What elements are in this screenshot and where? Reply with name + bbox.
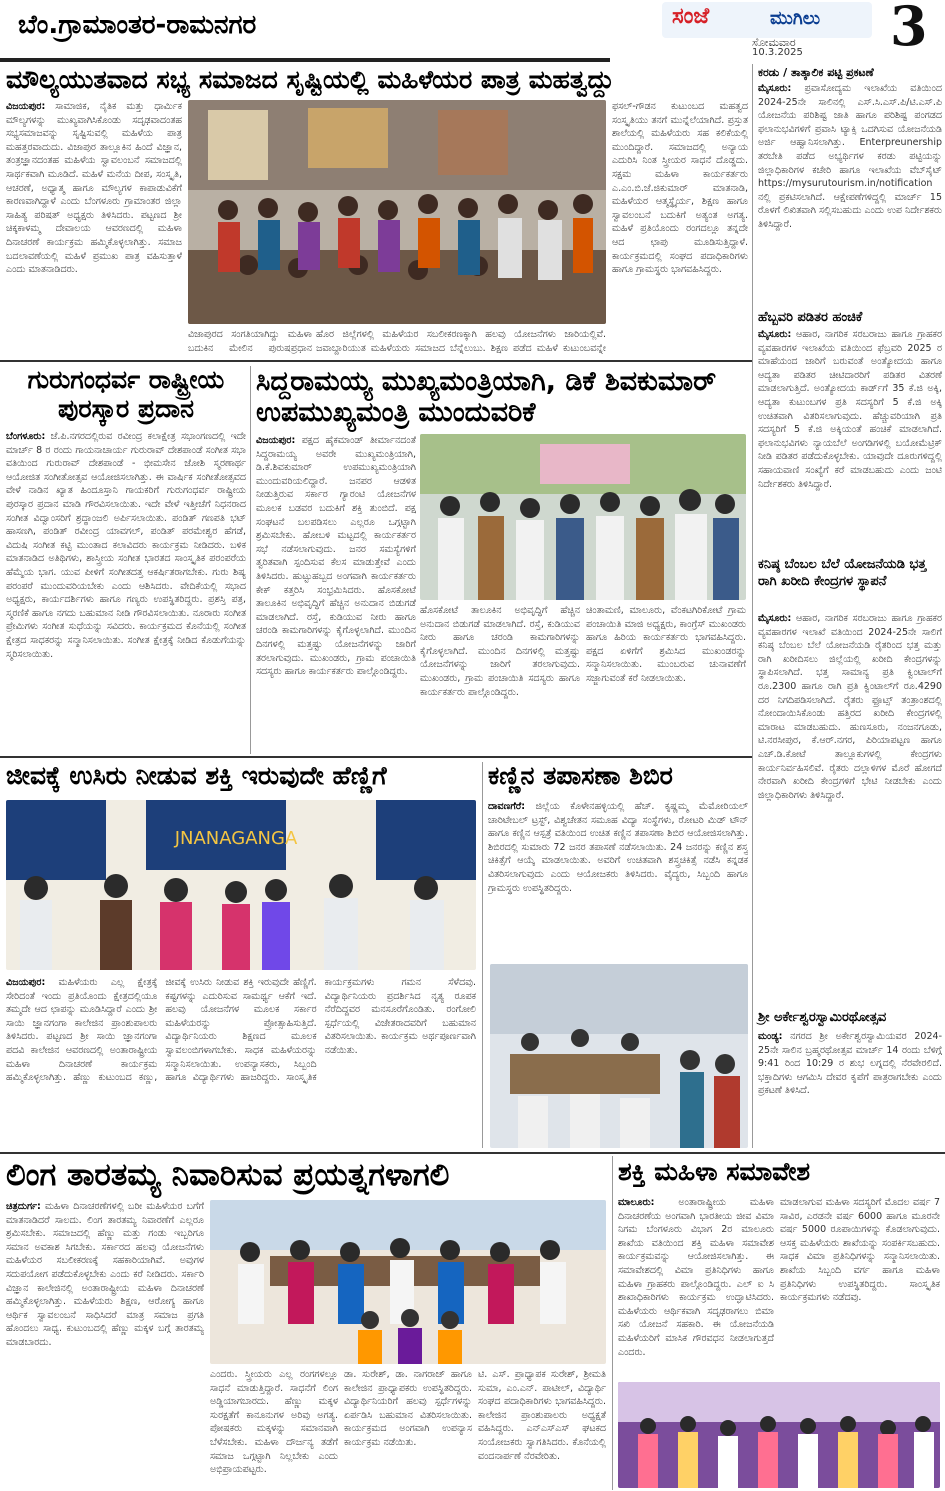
notice2-dateline: ಮೈಸೂರು: bbox=[758, 329, 792, 340]
notice3-body bbox=[758, 612, 942, 1006]
divider bbox=[482, 762, 483, 1148]
notice1-body bbox=[758, 82, 942, 306]
story1-col3: ಹೊರ ಜಿಲ್ಲೆಗಳಲ್ಲಿ ಮಹಿಳೆಯರ ಸಬಲೀಕರಣಕ್ಕಾಗಿ ಹಲವು ಯೋಜನೆಗಳು ಜಾರಿಯಲ್ಲಿವೆ. ಜವಾಬ್ದಾರಿಯುತ ಮಹಿಳೆಯರು ಸಮಾಜದ ಬೆನ್ನೆಲುಬು. ಶಿಕ್ಷಣ ಪಡೆದ ಮಹಿಳೆ ಕುಟುಂಬವನ್ನೇ bbox=[316, 329, 606, 354]
story3-col2: ಹೊಸಕೋಟೆ ತಾಲೂಕಿನ ಅಭಿವೃದ್ಧಿಗೆ ಹೆಚ್ಚಿನ ಅನುದಾನ ಬಿಡುಗಡೆ ಮಾಡಲಾಗಿದೆ. ರಸ್ತೆ, ಕುಡಿಯುವ ನೀರು ಹಾಗೂ ಚರಂಡಿ ಕಾಮಗಾರಿಗಳನ್ನು ಕೈಗೊಳ್ಳಲಾಗಿದೆ. ಮುಂದಿನ ದಿನಗಳಲ್ಲಿ ಮತ್ತಷ್ಟು ಯೋಜನೆಗಳನ್ನು ಜಾರಿಗೆ ತರಲಾಗುವುದು. ಮುಖಂಡರು, ಗ್ರಾಮ ಪಂಚಾಯಿತಿ ಸದಸ್ಯರು ಹಾಗೂ ಕಾರ್ಯಕರ್ತರು ಪಾಲ್ಗೊಂಡಿದ್ದರು. bbox=[420, 605, 580, 698]
weekday: ಸೋಮವಾರ bbox=[752, 36, 796, 49]
story7-text1: ಅಂತಾರಾಷ್ಟ್ರೀಯ ಮಹಿಳಾ ದಿನಾಚರಣೆಯ ಅಂಗವಾಗಿ ಭಾರತೀಯ ಜೀವ ವಿಮಾ ನಿಗಮ ಬೆಂಗಳೂರು ವಿಭಾಗ 2ರ ಮಾಲೂರು ಶಾಖೆಯ ವತಿಯಿಂದ ಶಕ್ತಿ ಮಹಿಳಾ ಸಮಾವೇಶ ಕಾರ್ಯಕ್ರಮವನ್ನು ಆಯೋಜಿಸಲಾಗಿತ್ತು. ಈ ಸಮಾವೇಶದಲ್ಲಿ ವಿಮಾ ಪ್ರತಿನಿಧಿಗಳು ಹಾಗೂ ಮಹಿಳಾ ಗ್ರಾಹಕರು ಪಾಲ್ಗೊಂಡಿದ್ದರು. ಎಲ್ ಐ ಸಿ ಶಾಖಾಧಿಕಾರಿಗಳು ಕಾರ್ಯಕ್ರಮ ಉದ್ಘಾಟಿಸಿದರು. ಮಹಿಳೆಯರು ಆರ್ಥಿಕವಾಗಿ ಸದೃಢರಾಗಲು ಬಿಮಾ ಸಖಿ ಯೋಜನೆ ಸಹಕಾರಿ. ಈ ಯೋಜನೆಯಡಿ ಮಹಿಳೆಯರಿಗೆ ಮಾಸಿಕ ಗೌರವಧನ ನೀಡಲಾಗುತ್ತದೆ ಎಂದರು. bbox=[618, 1197, 774, 1358]
story6-col4: ಟಿ. ಎಸ್. ಪ್ರಾಧ್ಯಾಪಕ ಸುರೇಶ್, ಶ್ರೀಮತಿ ಸುಮಾ, ಎಂ.ಎನ್. ಪಾಟೀಲ್, ವಿದ್ಯಾರ್ಥಿ ಸಂಘದ ಪದಾಧಿಕಾರಿಗಳು ಭಾಗವಹಿಸಿದ್ದರು. ಕಾಲೇಜಿನ ಪ್ರಾಂಶುಪಾಲರು ಅಧ್ಯಕ್ಷತೆ ವಹಿಸಿದ್ದರು. ಎನ್‌ಎಸ್‌ಎಸ್ ಘಟಕದ ಸಂಯೋಜಕರು ಸ್ವಾಗತಿಸಿದರು. ಕೊನೆಯಲ್ಲಿ ವಂದನಾರ್ಪಣೆ ನೆರವೇರಿತು. bbox=[478, 1369, 606, 1462]
story1-headline: ಮೌಲ್ಯಯುತವಾದ ಸಭ್ಯ ಸಮಾಜದ ಸೃಷ್ಟಿಯಲ್ಲಿ ಮಹಿಳೆಯರ ಪಾತ್ರ ಮಹತ್ವದ್ದು bbox=[6, 65, 614, 94]
story5-text: ಜಿಲ್ಲೆಯ ಕೊಳೇನಹಳ್ಳಿಯಲ್ಲಿ ಹೆಚ್. ಕೃಷ್ಣಮ್ಮ ಮೆಮೋರಿಯಲ್ ಚಾರಿಟೇಬಲ್ ಟ್ರಸ್ಟ್, ವಿಶ್ವಚೇತನ ಸಮೂಹ ವಿದ್ಯಾ ಸಂಸ್ಥೆಗಳು, ರೋಟರಿ ಮಿಡ್ ಟೌನ್ ಹಾಗೂ ಕಣ್ಣಿನ ಆಸ್ಪತ್ರೆ ವತಿಯಿಂದ ಉಚಿತ ಕಣ್ಣಿನ ತಪಾಸಣಾ ಶಿಬಿರ ಆಯೋಜಿಸಲಾಗಿತ್ತು. ಶಿಬಿರದಲ್ಲಿ ಸುಮಾರು 72 ಜನರ ತಪಾಸಣೆ ನಡೆಸಲಾಯಿತು. 24 ಜನರನ್ನು ಕಣ್ಣಿನ ಶಸ್ತ್ರ ಚಿಕಿತ್ಸೆಗೆ ಆಯ್ಕೆ ಮಾಡಲಾಯಿತು. ಅವರಿಗೆ ಉಚಿತವಾಗಿ ಶಸ್ತ್ರಚಿಕಿತ್ಸೆ ನಡೆಸಿ ಕನ್ನಡಕ ವಿತರಿಸಲಾಗುವುದು ಎಂದು ಆಯೋಜಕರು ತಿಳಿಸಿದರು. ವೈದ್ಯರು, ಸಿಬ್ಬಂದಿ ಹಾಗೂ ಗ್ರಾಮಸ್ಥರು ಉಪಸ್ಥಿತರಿದ್ದರು. bbox=[488, 801, 748, 894]
story4-photo bbox=[6, 800, 476, 970]
story3-col3: ಚಿಂತಾಮಣಿ, ಮಾಲೂರು, ವೆಂಕಟಗಿರಿಕೋಟೆ ಗ್ರಾಮ ಪಂಚಾಯಿತಿ ಮಾಜಿ ಅಧ್ಯಕ್ಷರು, ಕಾಂಗ್ರೆಸ್ ಮುಖಂಡರು ಹಾಗೂ ಹಿರಿಯ ಕಾರ್ಯಕರ್ತರು ಭಾಗವಹಿಸಿದ್ದರು. ಪಕ್ಷದ ಏಳಿಗೆಗೆ ಶ್ರಮಿಸಿದ ಮುಖಂಡರನ್ನು ಸನ್ಮಾನಿಸಲಾಯಿತು. ಮುಂಬರುವ ಚುನಾವಣೆಗೆ ಸಜ್ಜಾಗುವಂತೆ ಕರೆ ನೀಡಲಾಯಿತು. bbox=[586, 605, 746, 684]
brand-part1: ಸಂಜೆ bbox=[672, 4, 710, 29]
notice3-text: ಆಹಾರ, ನಾಗರಿಕ ಸರಬರಾಜು ಹಾಗೂ ಗ್ರಾಹಕರ ವ್ಯವಹಾರಗಳ ಇಲಾಖೆ ವತಿಯಿಂದ 2024-25ನೇ ಸಾಲಿಗೆ ಕನಿಷ್ಠ ಬೆಂಬಲ ಬೆಲೆ ಯೋಜನೆಯಡಿ ರೈತರಿಂದ ಭತ್ತ ಮತ್ತು ರಾಗಿ ಖರೀದಿಸಲು ಜಿಲ್ಲೆಯಲ್ಲಿ ಖರೀದಿ ಕೇಂದ್ರಗಳನ್ನು ಸ್ಥಾಪಿಸಲಾಗಿದೆ. ಭತ್ತ ಸಾಮಾನ್ಯ ಪ್ರತಿ ಕ್ವಿಂಟಾಲ್‌ಗೆ ರೂ.2300 ಹಾಗೂ ರಾಗಿ ಪ್ರತಿ ಕ್ವಿಂಟಾಲ್‌ಗೆ ರೂ.4290 ದರ ನಿಗದಿಪಡಿಸಲಾಗಿದೆ. ರೈತರು ಫ್ರೂಟ್ಸ್ ತಂತ್ರಾಂಶದಲ್ಲಿ ನೋಂದಾಯಿಸಿಕೊಂಡು ಹತ್ತಿರದ ಖರೀದಿ ಕೇಂದ್ರಗಳಲ್ಲಿ ಮಾರಾಟ ಮಾಡಬಹುದು. ಹುಣಸೂರು, ನಂಜನಗೂಡು, ಟಿ.ನರಸೀಪುರ, ಕೆ.ಆರ್.ನಗರ, ಪಿರಿಯಾಪಟ್ಟಣ ಹಾಗೂ ಎಚ್.ಡಿ.ಕೋಟೆ ತಾಲ್ಲೂಕುಗಳಲ್ಲಿ ಕೇಂದ್ರಗಳು ಕಾರ್ಯನಿರ್ವಹಿಸಲಿವೆ. ರೈತರು ದಲ್ಲಾಳಿಗಳ ಮೊರೆ ಹೋಗದೆ ನೇರವಾಗಿ ಖರೀದಿ ಕೇಂದ್ರಗಳಿಗೆ ಭೇಟಿ ನೀಡಬೇಕು ಎಂದು ಜಿಲ್ಲಾಧಿಕಾರಿಗಳು ತಿಳಿಸಿದ್ದಾರೆ. bbox=[758, 613, 942, 801]
story1-photo bbox=[188, 100, 606, 324]
story4-body bbox=[6, 976, 476, 1148]
divider bbox=[0, 1152, 945, 1154]
story1-col1 bbox=[6, 100, 182, 350]
story3-headline: ಸಿದ್ದರಾಮಯ್ಯ ಮುಖ್ಯಮಂತ್ರಿಯಾಗಿ, ಡಿಕೆ ಶಿವಕುಮಾರ್ ಉಪಮುಖ್ಯಮಂತ್ರಿ ಮುಂದುವರಿಕೆ bbox=[256, 366, 717, 429]
notice4-text: ನಗರದ ಶ್ರೀ ಅರ್ಕೇಶ್ವರಸ್ವಾಮಿಯವರ 2024-25ನೇ ಸಾಲಿನ ಬ್ರಹ್ಮರಥೋತ್ಸವ ಮಾರ್ಚ್ 14 ರಂದು ಬೆಳಿಗ್ಗೆ 9:41 ರಿಂದ 10:29 ರ ಶುಭ ಲಗ್ನದಲ್ಲಿ ನೆರವೇರಲಿದೆ. ಭಕ್ತಾದಿಗಳು ಆಗಮಿಸಿ ದೇವರ ಕೃಪೆಗೆ ಪಾತ್ರರಾಗಬೇಕು ಎಂದು ಪ್ರಕಟಣೆ ತಿಳಿಸಿದೆ. bbox=[758, 1031, 942, 1097]
story4-dateline: ವಿಜಯಪುರ: bbox=[6, 977, 46, 988]
brand-part2: ಮುಗಿಲು bbox=[770, 8, 821, 29]
story3-text2: ಹೊಸಕೋಟೆ ತಾಲೂಕಿನ ಅಭಿವೃದ್ಧಿಗೆ ಹೆಚ್ಚಿನ ಅನುದಾನ ಬಿಡುಗಡೆ ಮಾಡಲಾಗಿದೆ. ರಸ್ತೆ, ಕುಡಿಯುವ ನೀರು ಹಾಗೂ ಚರಂಡಿ ಕಾಮಗಾರಿಗಳನ್ನು ಕೈಗೊಳ್ಳಲಾಗಿದೆ. ಮುಂದಿನ ದಿನಗಳಲ್ಲಿ ಮತ್ತಷ್ಟು ಯೋಜನೆಗಳನ್ನು ಜಾರಿಗೆ ತರಲಾಗುವುದು. ಮುಖಂಡರು, ಗ್ರಾಮ ಪಂಚಾಯಿತಿ ಸದಸ್ಯರು ಹಾಗೂ ಕಾರ್ಯಕರ್ತರು ಪಾಲ್ಗೊಂಡಿದ್ದರು. bbox=[256, 584, 416, 678]
story1-caption: ವಿಜಾಪುರದ ಸಂಗತಿಯಾಗಿದ್ದು ಮಹಿಳಾ ಬದುಕಿನ ಮೇಲಿನ ಪುರುಷಪ್ರಧಾನ bbox=[188, 329, 312, 354]
story5-photo bbox=[490, 964, 748, 1148]
masthead bbox=[612, 0, 945, 58]
story3-dateline: ವಿಜಯಪುರ: bbox=[256, 435, 296, 446]
story5-dateline: ದಾವಣಗೆರೆ: bbox=[488, 801, 526, 812]
page-number: 3 bbox=[890, 0, 928, 58]
story2-text: ಜೆ.ಪಿ.ನಗರದಲ್ಲಿರುವ ರವೀಂದ್ರ ಕಲಾಕ್ಷೇತ್ರ ಸಭಾಂಗಣದಲ್ಲಿ ಇದೇ ಮಾರ್ಚ್ 8 ರ ರಂದು ಗಾಯನಾಚಾರ್ಯ ಗುರುರಾವ್ ದೇಶಪಾಂಡೆ ಸಂಗೀತ ಸಭಾ ವತಿಯಿಂದ ಗುರುರಾವ್ ದೇಶಪಾಂಡೆ - ಭೀಮಸೇನ ಜೋಶಿ ಸ್ಮರಣಾರ್ಥ ಆಯೋಜಿತ ಸಂಗೀತೋತ್ಸವ ಆಯೋಜಿಸಲಾಗಿತ್ತು. ಈ ವಾರ್ಷಿಕ ಸಂಗೀತೋತ್ಸವದ ವೇಳೆ ನಾಡಿನ ಖ್ಯಾತ ಹಿಂದೂಸ್ತಾನಿ ಗಾಯಕರಿಗೆ ಗುರುಗಂಧರ್ವ ರಾಷ್ಟ್ರೀಯ ಪುರಸ್ಕಾರ ಪ್ರದಾನ ಮಾಡಿ ಗೌರವಿಸಲಾಯಿತು. ಇದೇ ವೇಳೆ ಇತ್ತೀಚೆಗೆ ನಿಧನರಾದ ಸಂಗೀತ ವಿದ್ವಾಂಸರಿಗೆ ಶ್ರದ್ಧಾಂಜಲಿ ಅರ್ಪಿಸಲಾಯಿತು. ಪಂಡಿತ್ ಗಣಪತಿ ಭಟ್ ಹಾಸಣಗಿ, ಪಂಡಿತ್ ರವೀಂದ್ರ ಯಾವಗಲ್, ಪಂಡಿತ್ ಪರಮೇಶ್ವರ ಹೆಗಡೆ, ವಿದುಷಿ ಸಂಗೀತ ಕಟ್ಟಿ ಮುಂತಾದ ಕಲಾವಿದರು ಕಾರ್ಯಕ್ರಮ ನೀಡಿದರು. ಬಳಿಕ ಮಾತನಾಡಿದ ಅತಿಥಿಗಳು, ಶಾಸ್ತ್ರೀಯ ಸಂಗೀತ ಭಾರತದ ಸಾಂಸ್ಕೃತಿಕ ಪರಂಪರೆಯ ಹೆಮ್ಮೆಯ ಭಾಗ. ಯುವ ಪೀಳಿಗೆ ಸಂಗೀತದತ್ತ ಆಕರ್ಷಿತರಾಗಬೇಕು. ಗುರು ಶಿಷ್ಯ ಪರಂಪರೆ ಮುಂದುವರಿಯಬೇಕು ಎಂದು ಆಶಿಸಿದರು. ವೇದಿಕೆಯಲ್ಲಿ ಸಭಾದ ಅಧ್ಯಕ್ಷರು, ಕಾರ್ಯದರ್ಶಿಗಳು ಹಾಗೂ ಗಣ್ಯರು ಉಪಸ್ಥಿತರಿದ್ದರು. ಪ್ರಶಸ್ತಿ ಪತ್ರ, ಸ್ಮರಣಿಕೆ ಹಾಗೂ ನಗದು ಬಹುಮಾನ ನೀಡಿ ಗೌರವಿಸಲಾಯಿತು. ನೂರಾರು ಸಂಗೀತ ಪ್ರೇಮಿಗಳು ಸಂಗೀತ ಸುಧೆಯನ್ನು ಸವಿದರು. ಕಾರ್ಯಕ್ರಮದ ಕೊನೆಯಲ್ಲಿ ಸಂಗೀತ ಕ್ಷೇತ್ರದ ಸಾಧಕರನ್ನು ಸನ್ಮಾನಿಸಲಾಯಿತು. ಸಂಗೀತ ಕ್ಷೇತ್ರಕ್ಕೆ ನೀಡಿದ ಕೊಡುಗೆಯನ್ನು ಸ್ಮರಿಸಲಾಯಿತು. bbox=[6, 431, 246, 660]
divider bbox=[752, 64, 753, 1148]
notice3-dateline: ಮೈಸೂರು: bbox=[758, 613, 792, 624]
story3-photo bbox=[420, 434, 746, 600]
story6-col3: ಡಾ. ಸುರೇಶ್, ಡಾ. ನಾಗರಾಜ್ ಹಾಗೂ ಕಾಲೇಜಿನ ಪ್ರಾಧ್ಯಾಪಕರು ಉಪಸ್ಥಿತರಿದ್ದರು. ವಿದ್ಯಾರ್ಥಿನಿಯರಿಗೆ ಹಲವು ಸ್ಪರ್ಧೆಗಳನ್ನು ಏರ್ಪಡಿಸಿ ಬಹುಮಾನ ವಿತರಿಸಲಾಯಿತು. ಕಾರ್ಯಕ್ರಮದ ಅಂಗವಾಗಿ ಉಪನ್ಯಾಸ ಕಾರ್ಯಕ್ರಮ ನಡೆಯಿತು. bbox=[344, 1369, 472, 1448]
story7-headline: ಶಕ್ತಿ ಮಹಿಳಾ ಸಮಾವೇಶ bbox=[618, 1157, 811, 1186]
story7-photo bbox=[618, 1382, 940, 1488]
brand-logo bbox=[662, 2, 872, 38]
story4-headline: ಜೀವಕ್ಕೆ ಉಸಿರು ನೀಡುವ ಶಕ್ತಿ ಇರುವುದೇ ಹೆಣ್ಣಿಗೆ bbox=[6, 761, 387, 790]
section-title: ಬೆಂ.ಗ್ರಾಮಾಂತರ-ರಾಮನಗರ bbox=[18, 10, 257, 40]
story7-col2: ಮಾಡಲಾಗುವ ಮಹಿಳಾ ಸದಸ್ಯರಿಗೆ ಮೊದಲ ವರ್ಷ 7 ಸಾವಿರ, ಎರಡನೇ ವರ್ಷ 6000 ಹಾಗೂ ಮೂರನೇ ವರ್ಷ 5000 ರೂಪಾಯಿಗಳನ್ನು ಕೊಡಲಾಗುವುದು. ಆಸಕ್ತ ಮಹಿಳೆಯರು ಶಾಖೆಯನ್ನು ಸಂಪರ್ಕಿಸಬಹುದು. ಸಾಧಕ ವಿಮಾ ಪ್ರತಿನಿಧಿಗಳನ್ನು ಸನ್ಮಾನಿಸಲಾಯಿತು. ಶಾಖೆಯ ಸಿಬ್ಬಂದಿ ವರ್ಗ ಹಾಗೂ ಮಹಿಳಾ ಪ್ರತಿನಿಧಿಗಳು ಉಪಸ್ಥಿತರಿದ್ದರು. ಸಾಂಸ್ಕೃತಿಕ ಕಾರ್ಯಕ್ರಮಗಳು ನಡೆದವು. bbox=[780, 1197, 940, 1304]
story3-text1: ಪಕ್ಷದ ಹೈಕಮಾಂಡ್ ತೀರ್ಮಾನದಂತೆ ಸಿದ್ದರಾಮಯ್ಯ ಅವರೇ ಮುಖ್ಯಮಂತ್ರಿಯಾಗಿ, ಡಿ.ಕೆ.ಶಿವಕುಮಾರ್ ಉಪಮುಖ್ಯಮಂತ್ರಿಯಾಗಿ ಮುಂದುವರಿಯಲಿದ್ದಾರೆ. ಜನಪರ ಆಡಳಿತ ನೀಡುತ್ತಿರುವ ಸರ್ಕಾರ ಗ್ಯಾರಂಟಿ ಯೋಜನೆಗಳ ಮೂಲಕ ಬಡವರ ಬದುಕಿಗೆ ಶಕ್ತಿ ತುಂಬಿದೆ. ಪಕ್ಷ ಸಂಘಟನೆ ಬಲಪಡಿಸಲು ಎಲ್ಲರೂ ಒಗ್ಗಟ್ಟಾಗಿ ಶ್ರಮಿಸಬೇಕು. ಹೋಬಳಿ ಮಟ್ಟದಲ್ಲಿ ಕಾರ್ಯಕರ್ತರ ಸಭೆ ನಡೆಸಲಾಗುವುದು. ಜನರ ಸಮಸ್ಯೆಗಳಿಗೆ ತ್ವರಿತವಾಗಿ ಸ್ಪಂದಿಸುವ ಕೆಲಸ ಮಾಡುತ್ತೇವೆ ಎಂದು ತಿಳಿಸಿದರು. ಹುಟ್ಟುಹಬ್ಬದ ಅಂಗವಾಗಿ ಕಾರ್ಯಕರ್ತರು ಕೇಕ್ ಕತ್ತರಿಸಿ ಸಂಭ್ರಮಿಸಿದರು. bbox=[256, 435, 416, 596]
divider bbox=[0, 360, 752, 362]
story7-col1 bbox=[618, 1196, 774, 1376]
story6-col1 bbox=[6, 1200, 204, 1488]
divider bbox=[250, 366, 251, 754]
story4-banner-text: JNANAGANGA bbox=[174, 828, 298, 849]
issue-date: 10.3.2025 bbox=[752, 47, 803, 58]
story1-text1: ಸಾಮಾಜಿಕ, ನೈತಿಕ ಮತ್ತು ಧಾರ್ಮಿಕ ಮೌಲ್ಯಗಳನ್ನು ಮುಖ್ಯವಾಗಿಸಿಕೊಂಡು ಸದೃಢವಾದಂತಹ ಸಭ್ಯಸಮಾಜವನ್ನು ಸೃಷ್ಟಿಸುವಲ್ಲಿ ಮಹಿಳೆಯ ಪಾತ್ರ ಮಹತ್ತರವಾದುದು. ವಿಜಾಪುರ ತಾಲ್ಲೂಕಿನ ಹಿಂದೆ ವಿಜ್ಞಾನ, ತಂತ್ರಜ್ಞಾನದಂತಹ ಮಹಿಳೆಯ ಸ್ವಾವಲಂಬನೆ ಸಮಾಜದಲ್ಲಿ ಸಾರ್ಥಕವಾಗಿ ಮೂಡಿದೆ. ಮಹಿಳೆ ಮನೆಯ ದೀಪ, ಸಂಸ್ಕೃತಿ, ಆಚರಣೆ, ಅಧ್ಯಾತ್ಮ ಹಾಗೂ ಮೌಲ್ಯಗಳ ಕಾಪಾಡುವಿಕೆಗೆ ಕಾರಣವಾಗಿದ್ದಾಳೆ ಎಂದು ಬೆಂಗಳೂರು ಗ್ರಾಮಾಂತರ ಜಿಲ್ಲಾ ಸಾಹಿತ್ಯ ಪರಿಷತ್ ಅಧ್ಯಕ್ಷರು ತಿಳಿಸಿದರು. ಪಟ್ಟಣದ ಶ್ರೀ ಚಿಕ್ಕಕಾಳಮ್ಮ ದೇವಾಲಯ ಆವರಣದಲ್ಲಿ ಮಹಿಳಾ ದಿನಾಚರಣೆ ಕಾರ್ಯಕ್ರಮ ಹಮ್ಮಿಕೊಳ್ಳಲಾಗಿತ್ತು. ಸಮಾಜ ಬದಲಾವಣೆಯಲ್ಲಿ ಮಹಿಳೆ ಪ್ರಮುಖ ಪಾತ್ರ ವಹಿಸುತ್ತಾಳೆ ಎಂದು ಮಾತನಾಡಿದರು. bbox=[6, 101, 182, 276]
story1-dateline: ವಿಜಯಪುರ: bbox=[6, 101, 46, 112]
notice4-body bbox=[758, 1030, 942, 1146]
story6-dateline: ಚಿತ್ರದುರ್ಗ: bbox=[6, 1201, 41, 1212]
notice4-dateline: ಮಂಡ್ಯ: bbox=[758, 1031, 783, 1042]
notice2-title: ಹೆಬ್ಬವರಿ ಪಡಿತರ ಹಂಚಿಕೆ bbox=[758, 310, 863, 325]
story2-headline: ಗುರುಗಂಧರ್ವ ರಾಷ್ಟ್ರೀಯ ಪುರಸ್ಕಾರ ಪ್ರದಾನ bbox=[27, 365, 225, 423]
notice2-text: ಆಹಾರ, ನಾಗರಿಕ ಸರಬರಾಜು ಹಾಗೂ ಗ್ರಾಹಕರ ವ್ಯವಹಾರಗಳ ಇಲಾಖೆಯ ವತಿಯಿಂದ ಫೆಬ್ರವರಿ 2025 ರ ಮಾಹೆಯಂದ ಜಾರಿಗೆ ಬರುವಂತೆ ಅಂತ್ಯೋದಯ ಹಾಗೂ ಆದ್ಯತಾ ಪಡಿತರ ಚೀಟಿದಾರರಿಗೆ ಪಡಿತರ ವಿತರಣೆ ಮಾಡಲಾಗುತ್ತಿದೆ. ಅಂತ್ಯೋದಯ ಕಾರ್ಡ್‌ಗೆ 35 ಕೆ.ಜಿ ಅಕ್ಕಿ, ಆದ್ಯತಾ ಕುಟುಂಬಗಳ ಪ್ರತಿ ಸದಸ್ಯರಿಗೆ 5 ಕೆ.ಜಿ ಅಕ್ಕಿ ಉಚಿತವಾಗಿ ವಿತರಿಸಲಾಗುವುದು. ಹೆಚ್ಚುವರಿಯಾಗಿ ಪ್ರತಿ ಸದಸ್ಯರಿಗೆ 5 ಕೆ.ಜಿ ಅಕ್ಕಿಯಂತೆ ಹಂಚಿಕೆ ಮಾಡಲಾಗಿದೆ. ಫಲಾನುಭವಿಗಳು ನ್ಯಾಯಬೆಲೆ ಅಂಗಡಿಗಳಲ್ಲಿ ಬಯೋಮೆಟ್ರಿಕ್ ನೀಡಿ ಪಡಿತರ ಪಡೆದುಕೊಳ್ಳಬೇಕು. ಯಾವುದೇ ದೂರುಗಳಿದ್ದಲ್ಲಿ ಸಹಾಯವಾಣಿ ಸಂಖ್ಯೆಗೆ ಕರೆ ಮಾಡಬಹುದು ಎಂದು ಜಂಟಿ ನಿರ್ದೇಶಕರು ತಿಳಿಸಿದ್ದಾರೆ. bbox=[758, 329, 942, 490]
notice3-title: ಕನಿಷ್ಠ ಬೆಂಬಲ ಬೆಲೆ ಯೋಜನೆಯಡಿ ಭತ್ತ ರಾಗಿ ಖರೀದಿ ಕೇಂದ್ರಗಳ ಸ್ಥಾಪನೆ bbox=[758, 557, 927, 589]
notice4-title: ಶ್ರೀ ಅರ್ಕೇಶ್ವರಸ್ವಾಮಿರಥೋತ್ಸವ bbox=[758, 1010, 887, 1025]
story3-col1 bbox=[256, 434, 416, 752]
story2-dateline: ಬೆಂಗಳೂರು: bbox=[6, 431, 46, 442]
story6-col2: ಎಂದರು. ಸ್ತ್ರೀಯರು ಎಲ್ಲ ರಂಗಗಳಲ್ಲೂ ಸಾಧನೆ ಮಾಡುತ್ತಿದ್ದಾರೆ. ಸಾಧನೆಗೆ ಲಿಂಗ ಅಡ್ಡಿಯಾಗಬಾರದು. ಹೆಣ್ಣು ಮಕ್ಕಳ ಸುರಕ್ಷತೆಗೆ ಕಾನೂನುಗಳ ಅರಿವು ಅಗತ್ಯ. ಪೋಷಕರು ಮಕ್ಕಳನ್ನು ಸಮಾನವಾಗಿ ಬೆಳೆಸಬೇಕು. ಮಹಿಳಾ ದೌರ್ಜನ್ಯ ತಡೆಗೆ ಸಮಾಜ ಒಗ್ಗಟ್ಟಾಗಿ ನಿಲ್ಲಬೇಕು ಎಂದು ಅಭಿಪ್ರಾಯಪಟ್ಟರು. bbox=[210, 1369, 338, 1476]
story5-body bbox=[488, 800, 748, 958]
notice1-text: ಪ್ರವಾಸೋದ್ಯಮ ಇಲಾಖೆಯ ವತಿಯಿಂದ 2024-25ನೇ ಸಾಲಿನಲ್ಲಿ ಎಸ್.ಸಿ.ಎಸ್.ಪಿ/ಟಿ.ಎಸ್.ಪಿ ಯೋಜನೆಯ ಪರಿಶಿಷ್ಟ ಜಾತಿ ಹಾಗೂ ಪರಿಶಿಷ್ಟ ಪಂಗಡದ ಫಲಾನುಭವಿಗಳಿಗೆ ಪ್ರವಾಸಿ ಟ್ಯಾಕ್ಸಿ ಒದಗಿಸುವ ಯೋಜನೆಯಡಿ ಅರ್ಜಿ ಆಹ್ವಾನಿಸಲಾಗಿತ್ತು. Enterpreunership ತರಬೇತಿ ಪಡೆದ ಅಭ್ಯರ್ಥಿಗಳ ಕರಡು ಪಟ್ಟಿಯನ್ನು ಜಿಲ್ಲಾಧಿಕಾರಿಗಳ ಕಚೇರಿ ಹಾಗೂ ಇಲಾಖೆಯ ವೆಬ್‌ಸೈಟ್ https://mysurutourism.in/notification ನಲ್ಲಿ ಪ್ರಕಟಿಸಲಾಗಿದೆ. ಆಕ್ಷೇಪಣೆಗಳಿದ್ದಲ್ಲಿ ಮಾರ್ಚ್ 15 ರೊಳಗೆ ಲಿಖಿತವಾಗಿ ಸಲ್ಲಿಸಬಹುದು ಎಂದು ಉಪ ನಿರ್ದೇಶಕರು ತಿಳಿಸಿದ್ದಾರೆ. bbox=[758, 83, 942, 230]
story5-headline: ಕಣ್ಣಿನ ತಪಾಸಣಾ ಶಿಬಿರ bbox=[488, 761, 673, 790]
story4-text: ಮಹಿಳೆಯರು ಎಲ್ಲ ಕ್ಷೇತ್ರಕ್ಕೆ ಸೇರಿದಂತೆ ಇಂದು ಪ್ರತಿಯೊಂದು ಕ್ಷೇತ್ರದಲ್ಲಿಯೂ ತಮ್ಮದೇ ಆದ ಛಾಪನ್ನು ಮೂಡಿಸಿದ್ದಾರೆ ಎಂದು ಶ್ರೀ ಸಾಯಿ ಜ್ಞಾನಗಂಗಾ ಕಾಲೇಜಿನ ಪ್ರಾಂಶುಪಾಲರು ತಿಳಿಸಿದರು. ಪಟ್ಟಣದ ಶ್ರೀ ಸಾಯಿ ಜ್ಞಾನಗಂಗಾ ಪದವಿ ಕಾಲೇಜಿನ ಆವರಣದಲ್ಲಿ ಅಂತಾರಾಷ್ಟ್ರೀಯ ಮಹಿಳಾ ದಿನಾಚರಣೆ ಕಾರ್ಯಕ್ರಮ ಹಮ್ಮಿಕೊಳ್ಳಲಾಗಿತ್ತು. ಹೆಣ್ಣು ಕುಟುಂಬದ ಕಣ್ಣು, ಜೀವಕ್ಕೆ ಉಸಿರು ನೀಡುವ ಶಕ್ತಿ ಇರುವುದೇ ಹೆಣ್ಣಿಗೆ. ಕಷ್ಟಗಳನ್ನು ಎದುರಿಸುವ ಸಾಮರ್ಥ್ಯ ಆಕೆಗೆ ಇದೆ. ಹಲವು ಯೋಜನೆಗಳ ಮೂಲಕ ಸರ್ಕಾರ ಮಹಿಳೆಯರನ್ನು ಪ್ರೋತ್ಸಾಹಿಸುತ್ತಿದೆ. ವಿದ್ಯಾರ್ಥಿನಿಯರು ಶಿಕ್ಷಣದ ಮೂಲಕ ಸ್ವಾವಲಂಬಿಗಳಾಗಬೇಕು. ಸಾಧಕ ಮಹಿಳೆಯರನ್ನು ಸನ್ಮಾನಿಸಲಾಯಿತು. ಉಪನ್ಯಾಸಕರು, ಸಿಬ್ಬಂದಿ ಹಾಗೂ ವಿದ್ಯಾರ್ಥಿಗಳು ಹಾಜರಿದ್ದರು. ಸಾಂಸ್ಕೃತಿಕ ಕಾರ್ಯಕ್ರಮಗಳು ಗಮನ ಸೆಳೆದವು. ವಿದ್ಯಾರ್ಥಿನಿಯರು ಪ್ರದರ್ಶಿಸಿದ ನೃತ್ಯ ರೂಪಕ ನೆರೆದಿದ್ದವರ ಮನಸೂರೆಗೊಂಡಿತು. ರಂಗೋಲಿ ಸ್ಪರ್ಧೆಯಲ್ಲಿ ವಿಜೇತರಾದವರಿಗೆ ಬಹುಮಾನ ವಿತರಿಸಲಾಯಿತು. ಕಾರ್ಯಕ್ರಮ ಅರ್ಥಪೂರ್ಣವಾಗಿ ನಡೆಯಿತು. bbox=[6, 977, 476, 1084]
notice1-title: ಕರಡು / ತಾತ್ಕಾಲಿಕ ಪಟ್ಟಿ ಪ್ರಕಟಣೆ bbox=[758, 66, 874, 79]
story6-headline: ಲಿಂಗ ತಾರತಮ್ಯ ನಿವಾರಿಸುವ ಪ್ರಯತ್ನಗಳಾಗಲಿ bbox=[6, 1157, 450, 1193]
notice1-dateline: ಮೈಸೂರು: bbox=[758, 83, 792, 94]
story2-body bbox=[6, 430, 246, 752]
story7-dateline: ಮಾಲೂರು: bbox=[618, 1197, 655, 1208]
story6-text1: ಮಹಿಳಾ ದಿನಾಚರಣೆಗಳಲ್ಲಿ ಬರೀ ಮಹಿಳೆಯರ ಬಗೆಗೆ ಮಾತನಾಡಿದರೆ ಸಾಲದು. ಲಿಂಗ ತಾರತಮ್ಯ ನಿವಾರಣೆಗೆ ಎಲ್ಲರೂ ಶ್ರಮಿಸಬೇಕು. ಸಮಾಜದಲ್ಲಿ ಹೆಣ್ಣು ಮತ್ತು ಗಂಡು ಇಬ್ಬರಿಗೂ ಸಮಾನ ಅವಕಾಶ ಸಿಗಬೇಕು. ಸರ್ಕಾರದ ಹಲವು ಯೋಜನೆಗಳು ಮಹಿಳೆಯರ ಸಬಲೀಕರಣಕ್ಕೆ ಸಹಕಾರಿಯಾಗಿವೆ. ಅವುಗಳ ಸದುಪಯೋಗ ಪಡೆದುಕೊಳ್ಳಬೇಕು ಎಂದು ಕರೆ ನೀಡಿದರು. ಸರ್ಕಾರಿ ವಿಜ್ಞಾನ ಕಾಲೇಜಿನಲ್ಲಿ ಅಂತಾರಾಷ್ಟ್ರೀಯ ಮಹಿಳಾ ದಿನಾಚರಣೆ ಹಮ್ಮಿಕೊಳ್ಳಲಾಗಿತ್ತು. ಮಹಿಳೆಯರು ಶಿಕ್ಷಣ, ಆರೋಗ್ಯ ಹಾಗೂ ಆರ್ಥಿಕ ಸ್ವಾವಲಂಬನೆ ಸಾಧಿಸಿದರೆ ಮಾತ್ರ ಸಮಾಜ ಪ್ರಗತಿ ಹೊಂದಲು ಸಾಧ್ಯ. ಕುಟುಂಬದಲ್ಲಿ ಹೆಣ್ಣು ಮಕ್ಕಳ ಬಗ್ಗೆ ತಾರತಮ್ಯ ಮಾಡಬಾರದು. bbox=[6, 1201, 204, 1348]
story6-photo bbox=[210, 1200, 606, 1364]
story1-col2: ಫಸಲ್-ಗೌಡನ ಕುಟುಂಬದ ಮಹತ್ವದ ಸಂಸ್ಕೃತಿಯು ತನಗೆ ಮುನ್ನೆಲೆಯಾಗಿದೆ. ಪ್ರಸ್ತುತ ಶಾಲೆಯಲ್ಲಿ ಮಹಿಳೆಯರು ಸಹ ಕಲಿಕೆಯಲ್ಲಿ ಮುಂದಿದ್ದಾರೆ. ಸಮಾಜದಲ್ಲಿ ಅನ್ಯಾಯ ಎದುರಿಸಿ ನಿಂತ ಸ್ತ್ರೀಯರ ಸಾಧನೆ ದೊಡ್ಡದು. ಸಕ್ಷಮ ಮಹಿಳಾ ಕಾರ್ಯಕರ್ತರು ಎ.ಎಂ.ಬಿ.ಜೆ.ಜಿಕುಮಾರ್ ಮಾತನಾಡಿ, ಮಹಿಳೆಯರ ಆತ್ಮಸ್ಥೈರ್ಯ, ಶಿಕ್ಷಣ ಹಾಗೂ ಸ್ವಾವಲಂಬನೆ ಬದುಕಿಗೆ ಅತ್ಯಂತ ಅಗತ್ಯ. ಮಹಿಳೆ ಪ್ರತಿಯೊಂದು ರಂಗದಲ್ಲೂ ತನ್ನದೇ ಆದ ಛಾಪು ಮೂಡಿಸುತ್ತಿದ್ದಾಳೆ. ಕಾರ್ಯಕ್ರಮದಲ್ಲಿ ಸಂಘದ ಪದಾಧಿಕಾರಿಗಳು ಹಾಗೂ ಗ್ರಾಮಸ್ಥರು ಭಾಗವಹಿಸಿದ್ದರು. bbox=[612, 101, 748, 276]
notice2-body bbox=[758, 328, 942, 552]
divider bbox=[612, 1156, 613, 1490]
divider bbox=[0, 756, 752, 758]
section-bar bbox=[0, 0, 610, 62]
